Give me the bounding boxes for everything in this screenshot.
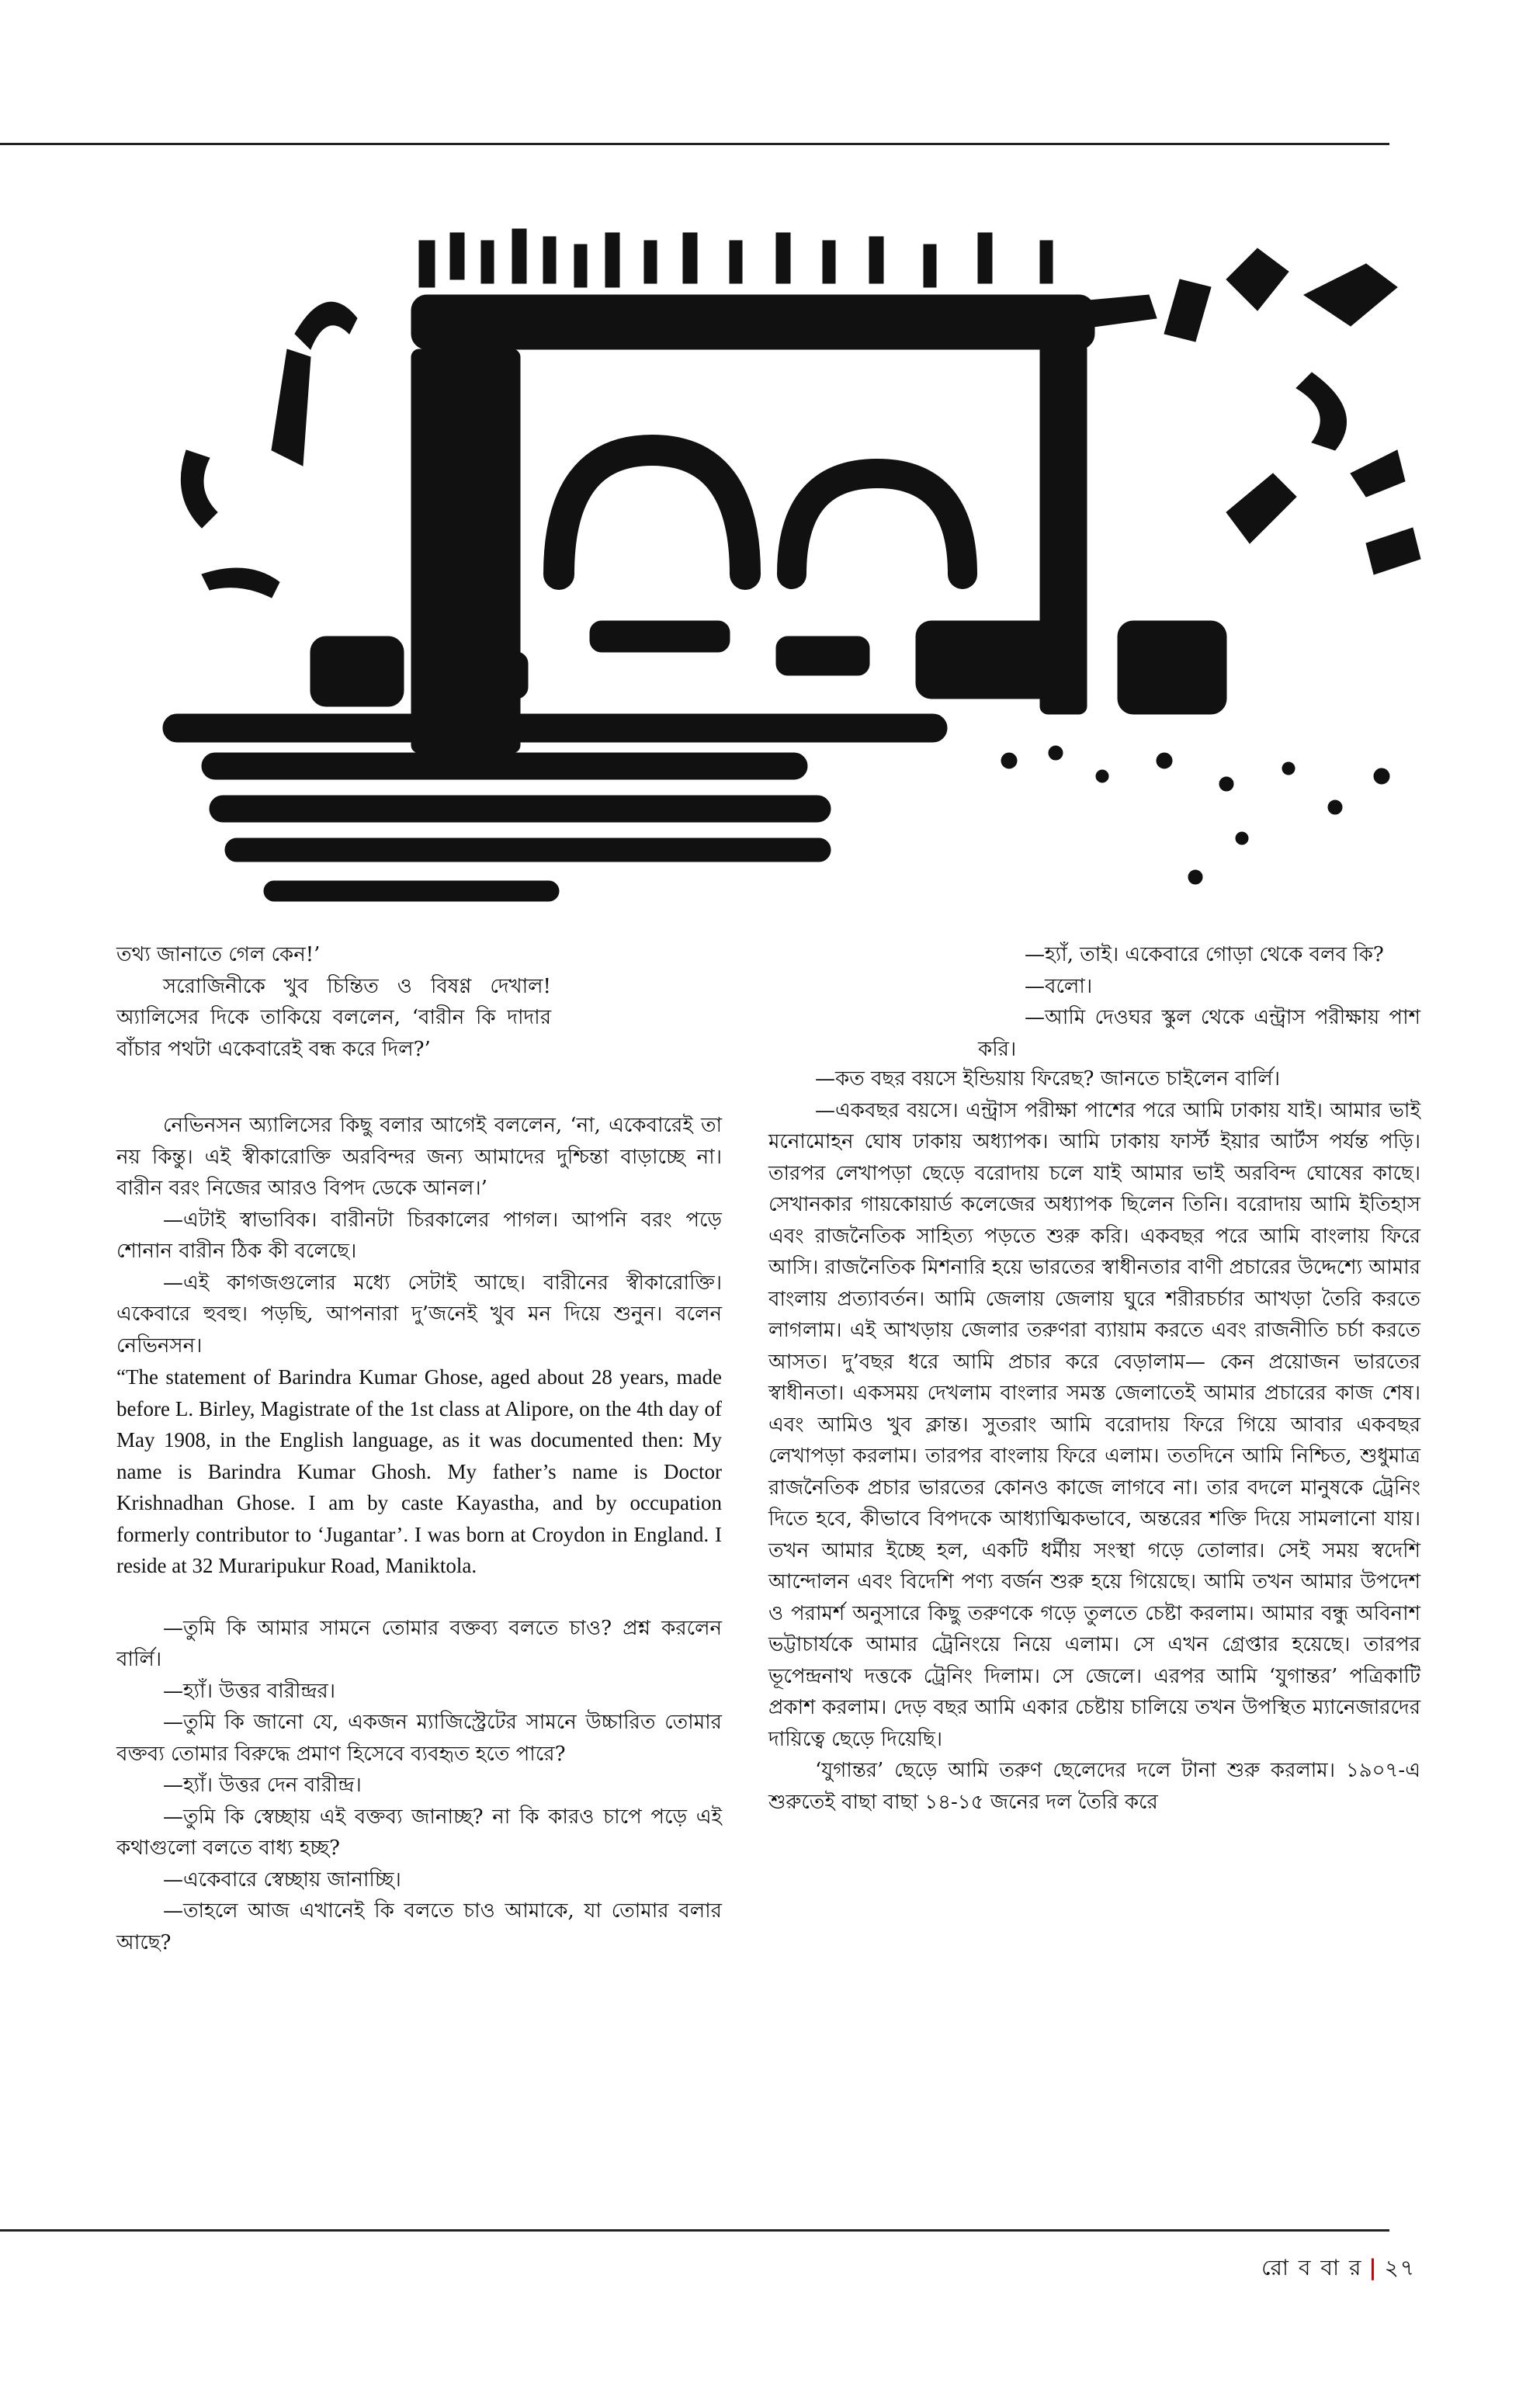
right-column-top <box>978 939 1420 1065</box>
paragraph: সরোজিনীকে খুব চিন্তিত ও বিষণ্ণ দেখাল! অ্যালিসের দিকে তাকিয়ে বললেন, ‘বারীন কি দাদার বাঁচার পথটা একেবারেই বন্ধ করে দিল?’ <box>116 974 551 1061</box>
paragraph: —হ্যাঁ, তাই। একেবারে গোড়া থেকে বলব কি? <box>1025 943 1384 966</box>
brush-illustration <box>155 217 1428 916</box>
magazine-name: রো ব বা র <box>1261 2255 1363 2280</box>
paragraph: —তুমি কি স্বেচ্ছায় এই বক্তব্য জানাচ্ছ? না কি কারও চাপে পড়ে এই কথাগুলো বলতে বাধ্য হচ্ছ? <box>116 1805 722 1860</box>
paragraph: —বলো। <box>1025 974 1093 998</box>
paragraph: তথ্য জানাতে গেল কেন!’ <box>116 943 321 966</box>
paragraph: —একেবারে স্বেচ্ছায় জানাচ্ছি। <box>163 1868 401 1892</box>
page-footer <box>1261 2251 1416 2287</box>
left-column <box>116 1110 722 1958</box>
footer-separator: | <box>1368 2255 1379 2280</box>
left-column-top <box>116 939 551 1065</box>
paragraph: —একবছর বয়সে। এন্ট্রাস পরীক্ষা পাশের পরে আমি ঢাকায় যাই। আমার ভাই মনোমোহন ঘোষ ঢাকায় অধ্যাপক। আমি ঢাকায় ফার্স্ট ইয়ার আর্টস পর্যন্ত পড়ি। তারপর লেখাপড়া ছেড়ে বরোদায় চলে যাই আমার ভাই অরবিন্দ ঘোষের কাছে। সেখানকার গায়কোয়ার্ড কলেজের অধ্যাপক ছিলেন তিনি। বরোদায় আমি ইতিহাস এবং রাজনৈতিক সাহিত্য পড়তে শুরু করি। একবছর পরে আমি বাংলায় ফিরে আসি। রাজনৈতিক মিশনারি হয়ে ভারতের স্বাধীনতার বাণী প্রচারের উদ্দেশ্যে আমার বাংলায় প্রত্যাবর্তন। আমি জেলায় জেলায় ঘুরে শরীরচর্চার আখড়া তৈরি করতে লাগলাম। এই আখড়ায় জেলার তরুণরা ব্যায়াম করতে এবং রাজনীতি চর্চা করতে আসত। দু’বছর ধরে আমি প্রচার করে বেড়ালাম— কেন প্রয়োজন ভারতের স্বাধীনতা। একসময় দেখলাম বাংলার সমস্ত জেলাতেই আমার প্রচারের কাজ শেষ। এবং আমিও খুব ক্লান্ত। সুতরাং আমি বরোদায় ফিরে গিয়ে আবার একবছর লেখাপড়া করলাম। তারপর বাংলায় ফিরে এলাম। ততদিনে আমি নিশ্চিত, শুধুমাত্র রাজনৈতিক প্রচার ভারতের কোনও কাজে লাগবে না। তার বদলে মানুষকে ট্রেনিং দিতে হবে, কীভাবে বিপদকে আধ্যাত্মিকভাবে, অন্তরের শক্তি দিয়ে সামলানো যায়। তখন আমার ইচ্ছে হল, একটি ধর্মীয় সংস্থা গড়ে তোলার। সেই সময় স্বদেশি আন্দোলন এবং বিদেশি পণ্য বর্জন শুরু হয়ে গিয়েছে। আমি তখন আমার উপদেশ ও পরামর্শ অনুসারে কিছু তরুণকে গড়ে তুলতে চেষ্টা করলাম। আমার বন্ধু অবিনাশ ভট্টাচার্যকে আমার ট্রেনিংয়ে নিয়ে এলাম। সে এখন গ্রেপ্তার হয়েছে। তারপর ভূপেন্দ্রনাথ দত্তকে ট্রেনিং দিলাম। সে জেলে। এরপর আমি ‘যুগান্তর’ পত্রিকাটি প্রকাশ করলাম। দেড় বছর আমি একার চেষ্টায় চালিয়ে তখন উপস্থিত ম্যানেজারদের দায়িত্বে ছেড়ে দিয়েছি। <box>768 1098 1420 1751</box>
paragraph: —এই কাগজগুলোর মধ্যে সেটাই আছে। বারীনের স্বীকারোক্তি। একেবারে হুবহু। পড়ছি, আপনারা দু’জনেই খুব মন দিয়ে শুনুন। বলেন নেভিনসন। <box>116 1271 722 1358</box>
english-statement: “The statement of Barindra Kumar Ghose, aged about 28 years, made before L. Birley, Magistrate of the 1st class at Alipore, on the 4th day of May 1908, in the English language, as it was documented then: My name is Barindra Kumar Ghosh. My father’s name is Doctor Krishnadhan Ghose. I am by caste Kayastha, and by occupation formerly contributor to ‘Jugantar’. I was born at Croydon in England. I reside at 32 Muraripukur Road, Maniktola. <box>116 1365 722 1577</box>
paragraph: —তুমি কি জানো যে, একজন ম্যাজিস্ট্রেটের সামনে উচ্চারিত তোমার বক্তব্য তোমার বিরুদ্ধে প্রমাণ হিসেবে ব্যবহৃত হতে পারে? <box>116 1711 722 1766</box>
paragraph: —তুমি কি আমার সামনে তোমার বক্তব্য বলতে চাও? প্রশ্ন করলেন বার্লি। <box>116 1616 722 1671</box>
top-rule <box>0 143 1389 145</box>
right-column <box>768 1063 1420 1818</box>
paragraph: —তাহলে আজ এখানেই কি বলতে চাও আমাকে, যা তোমার বলার আছে? <box>116 1899 722 1954</box>
paragraph: —হ্যাঁ। উত্তর বারীন্দ্রর। <box>163 1679 336 1703</box>
page-number: ২৭ <box>1384 2255 1416 2280</box>
paragraph: নেভিনসন অ্যালিসের কিছু বলার আগেই বললেন, ‘না, একেবারেই তা নয় কিন্তু। এই স্বীকারোক্তি অরবিন্দর জন্য আমাদের দুশ্চিন্তা বাড়াচ্ছে না। বারীন বরং নিজের আরও বিপদ ডেকে আনল।’ <box>116 1114 722 1200</box>
paragraph: —এটাই স্বাভাবিক। বারীনটা চিরকালের পাগল। আপনি বরং পড়ে শোনান বারীন ঠিক কী বলেছে। <box>116 1208 722 1263</box>
bottom-rule <box>0 2229 1389 2232</box>
paragraph: —আমি দেওঘর স্কুল থেকে এন্ট্রাস পরীক্ষায় পাশ করি। <box>978 1006 1420 1061</box>
paragraph: —কত বছর বয়সে ইন্ডিয়ায় ফিরেছ? জানতে চাইলেন বার্লি। <box>815 1067 1281 1091</box>
paragraph: ‘যুগান্তর’ ছেড়ে আমি তরুণ ছেলেদের দলে টানা শুরু করলাম। ১৯০৭-এ শুরুতেই বাছা বাছা ১৪-১৫ জনের দল তৈরি করে <box>768 1759 1420 1814</box>
paragraph: —হ্যাঁ। উত্তর দেন বারীন্দ্র। <box>163 1774 362 1797</box>
